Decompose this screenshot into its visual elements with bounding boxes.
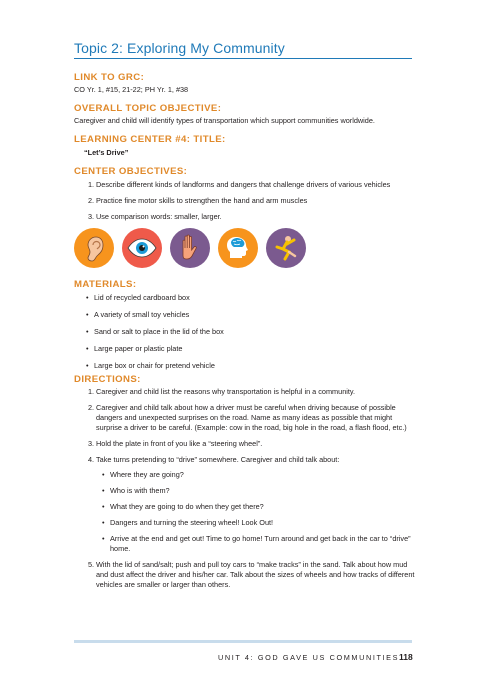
direction-sub-item: • Dangers and turning the steering wheel! Look Out! [102, 518, 419, 528]
learning-center-heading: LEARNING CENTER #4: TITLE: [74, 134, 226, 145]
material-item: • Sand or salt to place in the lid of the box [86, 327, 416, 344]
material-item: • Large box or chair for pretend vehicle [86, 361, 416, 378]
direction-sub-list [96, 470, 419, 554]
overall-objective-text: Caregiver and child will identify types of transportation which support communities worldwide. [74, 116, 375, 125]
hand-icon [170, 228, 210, 268]
center-objectives-list [74, 180, 419, 228]
direction-sub-item: • What they are going to do when they get there? [102, 502, 419, 512]
overall-objective-heading: OVERALL TOPIC OBJECTIVE: [74, 103, 222, 114]
direction-item: 5. With the lid of sand/salt; push and pull toy cars to “make tracks” in the sand. Talk about how mud and dust affect the driver and his/her car. Talk about the sizes of wheels and how tracks of different vehicles are smaller or larger than others. [88, 560, 415, 589]
brain-head-icon [218, 228, 258, 268]
direction-sub-item: • Who is with them? [102, 486, 419, 496]
footer-unit-title: UNIT 4: GOD GAVE US COMMUNITIES [218, 653, 400, 662]
direction-item: 3. Hold the plate in front of you like a “steering wheel”. [88, 439, 263, 448]
footer-rule [74, 640, 412, 643]
link-grc-text: CO Yr. 1, #15, 21-22; PH Yr. 1, #38 [74, 85, 189, 94]
direction-sub-item: • Where they are going? [102, 470, 419, 480]
learning-center-title: “Let’s Drive” [84, 148, 129, 157]
objective-item: 3. Use comparison words: smaller, larger. [88, 212, 222, 221]
materials-heading: MATERIALS: [74, 279, 137, 290]
link-grc-heading: LINK TO GRC: [74, 72, 145, 83]
movement-figure-icon [266, 228, 306, 268]
material-item: • Large paper or plastic plate [86, 344, 416, 361]
center-objectives-heading: CENTER OBJECTIVES: [74, 166, 188, 177]
objective-item: 1. Describe different kinds of landforms and dangers that challenge drivers of various vehicles [88, 180, 391, 189]
materials-list [86, 293, 416, 378]
directions-list [74, 387, 419, 596]
direction-item: 1. Caregiver and child list the reasons why transportation is helpful in a community. [88, 387, 356, 396]
eye-icon [122, 228, 162, 268]
topic-title: Topic 2: Exploring My Community [74, 40, 285, 56]
direction-item: 4. Take turns pretending to “drive” somewhere. Caregiver and child talk about: • Where they are going? • Who is with them? • What they are going to do when they get there? • Dangers and turning the steering wheel! Look Out! • Arrive at the end and get out! Time to go home! Turn around and get back in the car to “drive” home. [74, 455, 419, 554]
ear-icon [74, 228, 114, 268]
direction-sub-item: • Arrive at the end and get out! Time to go home! Turn around and get back in the car to “drive” home. [102, 534, 419, 554]
title-underline [74, 58, 412, 59]
material-item: • Lid of recycled cardboard box [86, 293, 416, 310]
material-item: • A variety of small toy vehicles [86, 310, 416, 327]
direction-item: 2. Caregiver and child talk about how a driver must be careful when driving because of possible dangers and unexpected surprises on the road. Name as many ideas as possible that might surprise a driver to be careful. (Example: cow in the road, big hole in the road, a flash flood, etc.) [88, 403, 407, 432]
directions-heading: DIRECTIONS: [74, 374, 141, 385]
objective-item: 2. Practice fine motor skills to strengthen the hand and arm muscles [88, 196, 308, 205]
page-number: 118 [399, 652, 413, 662]
